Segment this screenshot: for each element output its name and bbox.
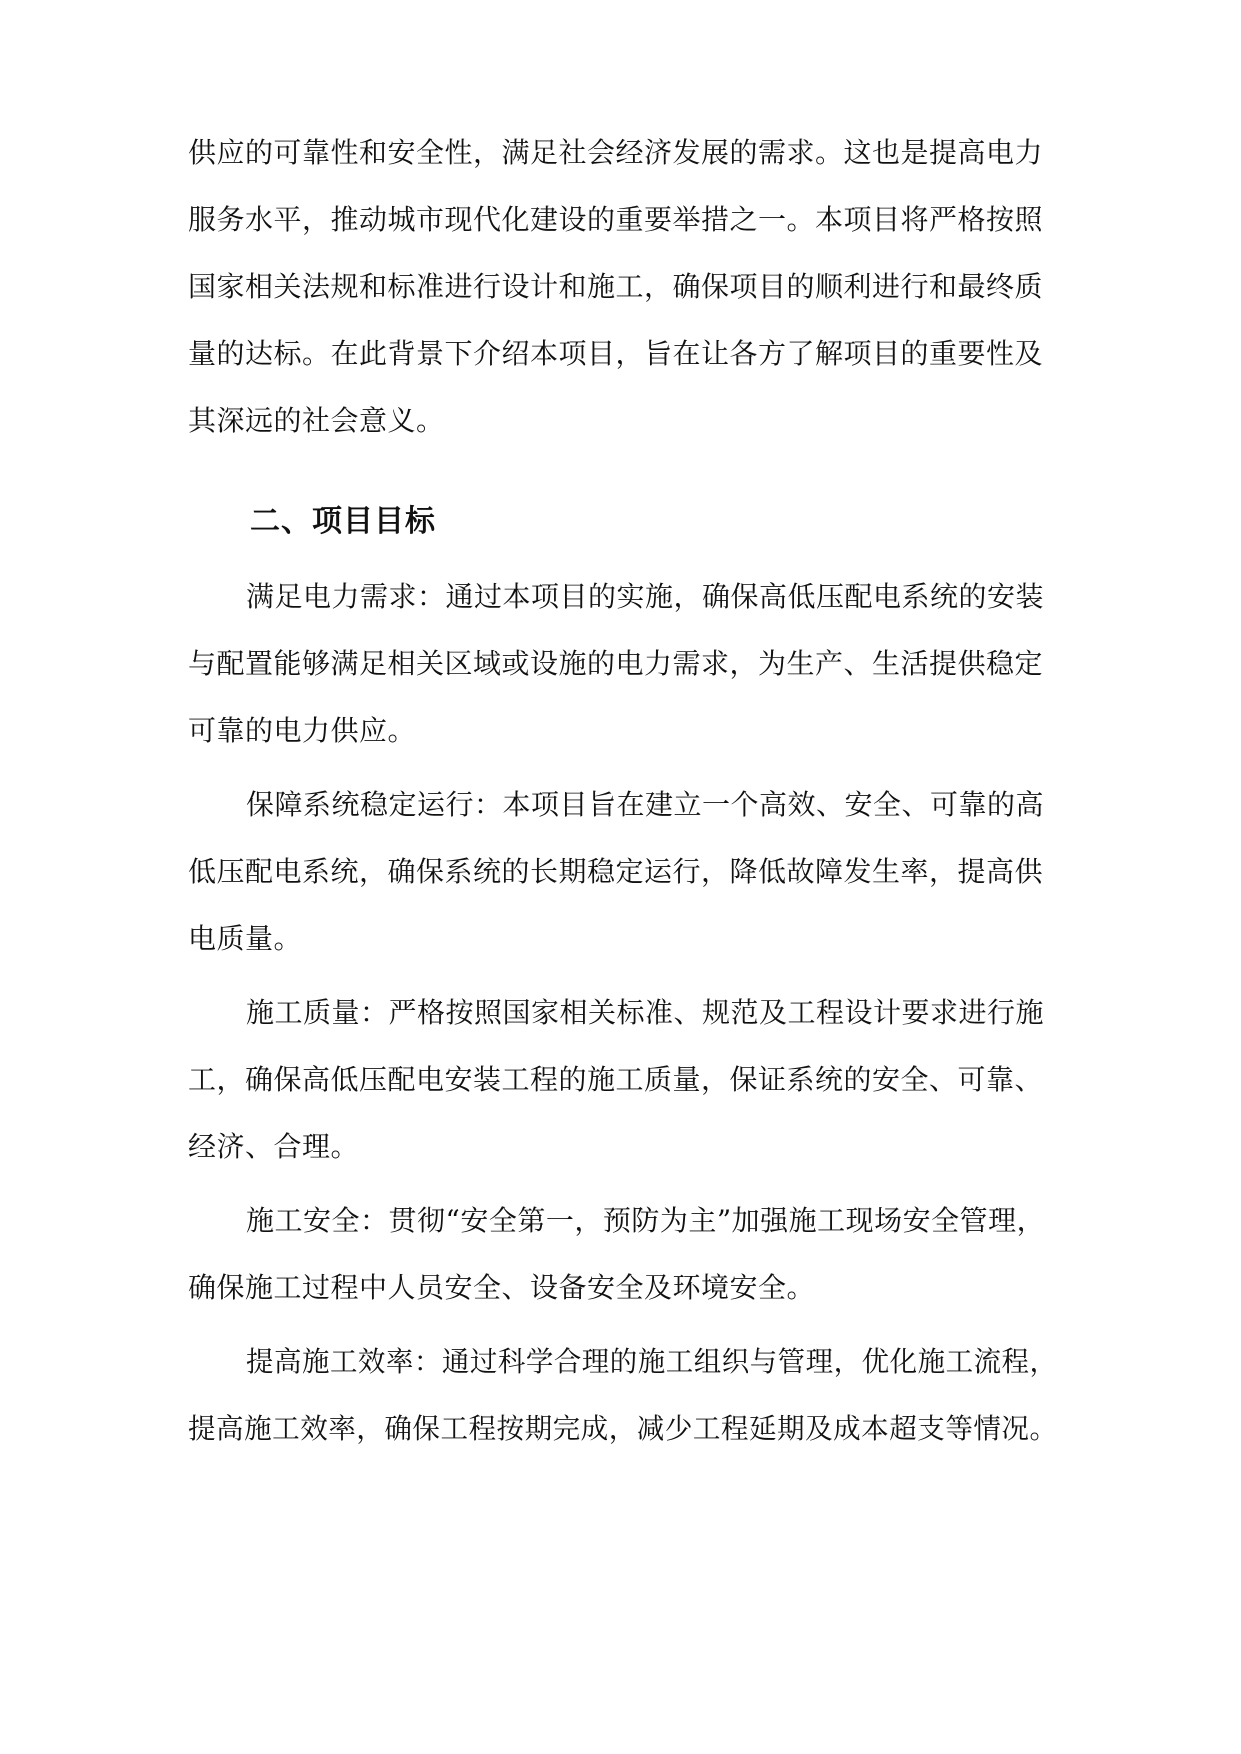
intro-line: 国家相关法规和标准进行设计和施工，确保项目的顺利进行和最终质 [188, 270, 1044, 303]
section-heading: 二、项目目标 [250, 504, 436, 539]
goal-line: 可靠的电力供应。 [188, 714, 417, 747]
intro-line: 量的达标。在此背景下介绍本项目，旨在让各方了解项目的重要性及 [188, 337, 1044, 370]
goal-line: 低压配电系统，确保系统的长期稳定运行，降低故障发生率，提高供 [188, 855, 1044, 888]
goal-line: 提高施工效率，确保工程按期完成，减少工程延期及成本超支等情况。 [188, 1412, 1058, 1445]
goal-line: 确保施工过程中人员安全、设备安全及环境安全。 [188, 1271, 816, 1304]
goal-line: 提高施工效率：通过科学合理的施工组织与管理，优化施工流程， [246, 1345, 1058, 1378]
goal-line: 施工质量：严格按照国家相关标准、规范及工程设计要求进行施 [246, 996, 1045, 1029]
goal-line: 电质量。 [188, 922, 303, 955]
goal-line: 与配置能够满足相关区域或设施的电力需求，为生产、生活提供稳定 [188, 647, 1044, 680]
goal-line: 施工安全：贯彻“安全第一，预防为主”加强施工现场安全管理， [246, 1204, 1046, 1237]
goal-line: 工，确保高低压配电安装工程的施工质量，保证系统的安全、可靠、 [188, 1063, 1044, 1096]
goal-line: 满足电力需求：通过本项目的实施，确保高低压配电系统的安装 [246, 580, 1045, 613]
intro-line: 服务水平，推动城市现代化建设的重要举措之一。本项目将严格按照 [188, 203, 1044, 236]
intro-line: 其深远的社会意义。 [188, 404, 445, 437]
intro-line: 供应的可靠性和安全性，满足社会经济发展的需求。这也是提高电力 [188, 136, 1044, 169]
goal-line: 经济、合理。 [188, 1130, 360, 1163]
goal-line: 保障系统稳定运行：本项目旨在建立一个高效、安全、可靠的高 [246, 788, 1045, 821]
